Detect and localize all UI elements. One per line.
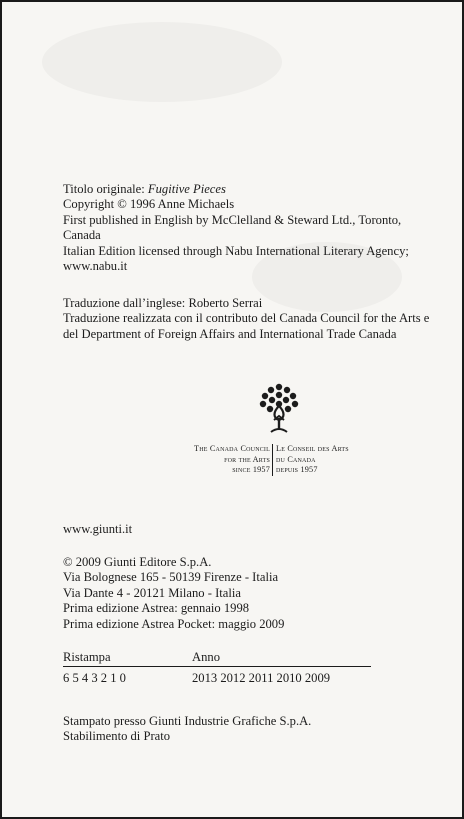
publisher-address-florence: Via Bolognese 165 - 50139 Firenze - Italia bbox=[63, 570, 279, 585]
anno-values: 2013 2012 2011 2010 2009 bbox=[192, 671, 331, 685]
translation-support-note: Traduzione realizzata con il contributo del Canada Council for the Arts e del Department of Foreign Affairs and International Trade Canada bbox=[63, 311, 430, 341]
council-fr-line: du Canada bbox=[276, 454, 316, 464]
website-url: www.giunti.it bbox=[63, 522, 133, 536]
italian-edition-note: Italian Edition licensed through Nabu International Literary Agency; www.nabu.it bbox=[63, 243, 409, 274]
council-divider bbox=[272, 444, 273, 476]
pocket-edition-date: Prima edizione Astrea Pocket: maggio 2009 bbox=[63, 616, 285, 631]
printer-name: Stampato presso Giunti Industrie Grafiche S.p.A. bbox=[63, 714, 312, 728]
council-en-line: The Canada Council bbox=[194, 444, 270, 453]
council-french-name bbox=[276, 444, 394, 476]
canada-council-tree-icon bbox=[256, 382, 302, 434]
ristampa-label: Ristampa bbox=[63, 650, 111, 664]
first-edition-date: Prima edizione Astrea: gennaio 1998 bbox=[63, 601, 250, 616]
council-en-line: for the Arts bbox=[224, 454, 270, 464]
colophon-page bbox=[2, 2, 462, 817]
original-edition-info bbox=[63, 182, 442, 274]
edition-info bbox=[63, 555, 442, 632]
reprint-table-values bbox=[63, 671, 371, 689]
reprint-table-header bbox=[63, 650, 371, 666]
council-english-name bbox=[162, 444, 270, 476]
ristampa-values: 6 5 4 3 2 1 0 bbox=[63, 671, 126, 685]
council-fr-line: Le Conseil des Arts bbox=[276, 444, 349, 453]
anno-label: Anno bbox=[192, 650, 220, 664]
council-fr-line: depuis 1957 bbox=[276, 465, 318, 474]
original-title-label: Titolo originale: bbox=[63, 182, 148, 196]
original-copyright: Copyright © 1996 Anne Michaels bbox=[63, 197, 235, 212]
reprint-table-rule bbox=[63, 666, 371, 667]
canada-council-logo bbox=[162, 382, 392, 477]
first-published-note: First published in English by McClelland & Steward Ltd., Toronto, Canada bbox=[63, 212, 402, 243]
translation-info bbox=[63, 296, 442, 342]
bleed-through-smudge bbox=[42, 22, 282, 102]
reprint-table bbox=[63, 650, 371, 689]
printer-info bbox=[63, 714, 442, 745]
original-title-value: Fugitive Pieces bbox=[147, 182, 226, 196]
printer-plant: Stabilimento di Prato bbox=[63, 729, 171, 744]
council-en-line: since 1957 bbox=[232, 465, 270, 474]
publisher-address-milan: Via Dante 4 - 20121 Milano - Italia bbox=[63, 585, 241, 600]
original-title-line bbox=[63, 182, 442, 197]
publisher-website bbox=[63, 522, 442, 537]
publisher-copyright: © 2009 Giunti Editore S.p.A. bbox=[63, 555, 212, 569]
translator-credit: Traduzione dall’inglese: Roberto Serrai bbox=[63, 296, 263, 310]
